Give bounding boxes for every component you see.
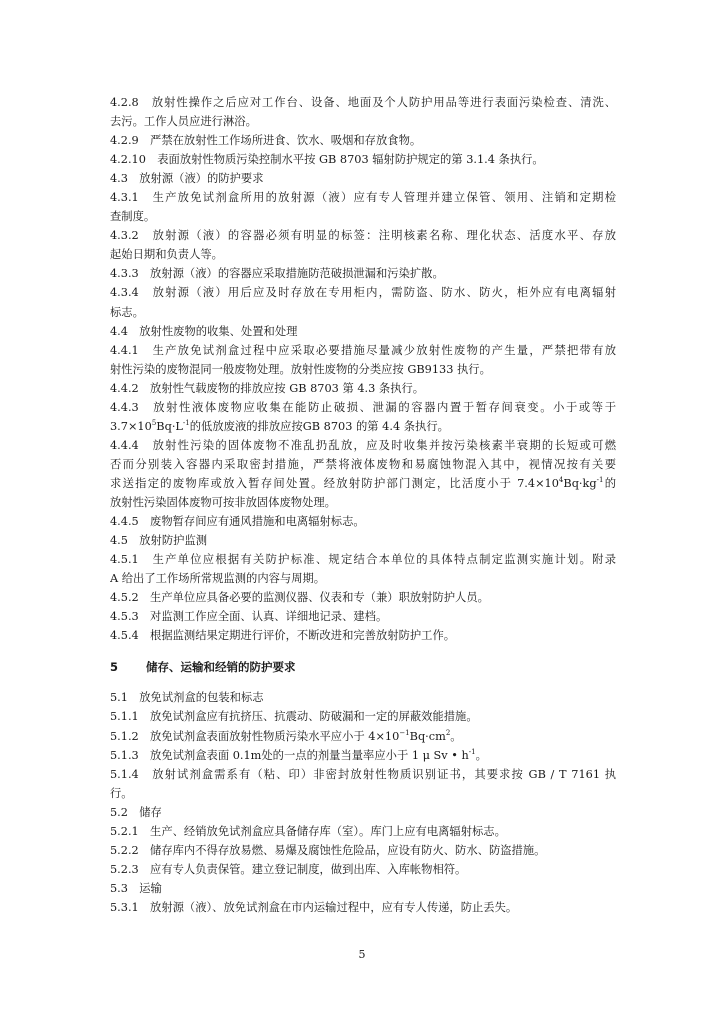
text-line xyxy=(110,474,616,493)
line-text: 4.3.3 放射源（液）的容器应采取措施防范破损泄漏和污染扩散。 xyxy=(110,267,444,281)
line-text: 5.1.3 放免试剂盒表面 0.1m处的一点的剂量当量率应小于 1 μ Sv • h xyxy=(110,748,469,762)
text-line xyxy=(110,707,616,726)
line-text: 的 xyxy=(603,476,616,490)
line-text: 的低放废液的排放应按GB 8703 的第 4.4 条执行。 xyxy=(189,419,449,433)
line-text: 4.5.3 对监测工作应全面、认真、详细地记录、建档。 xyxy=(110,610,388,624)
text-line xyxy=(110,283,616,302)
text-line xyxy=(110,607,616,626)
section-title: 储存、运输和经销的防护要求 xyxy=(146,660,296,675)
line-text: 4.5.1 生产单位应根据有关防护标准、规定结合本单位的具体特点制定监测实施计划。附录 xyxy=(110,553,616,567)
text-line xyxy=(110,169,616,188)
line-text: 5.3.1 放射源（液）、放免试剂盒在市内运输过程中，应有专人传递，防止丢失。 xyxy=(110,900,518,914)
line-text: 5.2 储存 xyxy=(110,805,162,819)
line-text: 5.1.2 放免试剂盒表面放射性物质污染水平应小于 4×10 xyxy=(110,729,400,743)
line-text: 去污。工作人员应进行淋浴。 xyxy=(110,115,257,129)
text-line xyxy=(110,226,616,245)
section-5-text xyxy=(110,688,616,917)
line-text: 标志。 xyxy=(110,305,144,319)
text-line xyxy=(110,879,616,898)
text-line xyxy=(110,341,616,360)
line-text: Bq·cm xyxy=(409,729,446,743)
line-text: 4.4.4 放射性污染的固体废物不准乱扔乱放，应及时收集并按污染核素半衰期的长短或可燃 xyxy=(110,438,616,452)
line-text: 4.3.1 生产放免试剂盒所用的放射源（液）应有专人管理并建立保管、领用、注销和定期检 xyxy=(110,191,616,205)
line-text: 查制度。 xyxy=(110,210,156,224)
document-body xyxy=(110,93,616,917)
text-line xyxy=(110,822,616,841)
line-text: 5.1.4 放射试剂盒需系有（粘、印）非密封放射性物质识别证书，其要求按 GB / T 7161 执 xyxy=(110,767,616,781)
text-line xyxy=(110,131,616,150)
line-text: 求送指定的废物库或放入暂存间处置。经放射防护部门测定，比活度小于 7.4×10 xyxy=(110,476,559,490)
text-line xyxy=(110,746,616,765)
line-text: 4.3.4 放射源（液）用后应及时存放在专用柜内，需防盗、防水、防火，柜外应有电离辐射 xyxy=(110,286,616,300)
text-line xyxy=(110,436,616,455)
text-line xyxy=(110,688,616,707)
text-line xyxy=(110,188,616,207)
section-heading xyxy=(110,658,616,677)
text-line xyxy=(110,245,616,264)
text-line xyxy=(110,455,616,474)
text-line xyxy=(110,112,616,131)
line-text: 5.1 放免试剂盒的包装和标志 xyxy=(110,691,264,705)
section-number: 5 xyxy=(110,660,119,675)
line-text: 4.2.8 放射性操作之后应对工作台、设备、地面及个人防护用品等进行表面污染检查、清洗、 xyxy=(110,96,616,109)
text-line xyxy=(110,727,616,746)
text-line xyxy=(110,803,616,822)
text-line xyxy=(110,207,616,226)
text-line xyxy=(110,379,616,398)
line-text: Bq·kg xyxy=(563,476,597,490)
superscript: 2 xyxy=(445,728,451,737)
line-text: 4.5.2 生产单位应具备必要的监测仪器、仪表和专（兼）职放射防护人员。 xyxy=(110,591,489,605)
superscript: -1 xyxy=(596,475,604,484)
text-line xyxy=(110,550,616,569)
line-text: 4.5.4 根据监测结果定期进行评价，不断改进和完善放射防护工作。 xyxy=(110,629,456,643)
line-text: 5.2.2 储存库内不得存放易燃、易爆及腐蚀性危险品，应设有防火、防水、防盗措施。 xyxy=(110,843,546,857)
line-text: 5.1.1 放免试剂盒应有抗挤压、抗震动、防破漏和一定的屏蔽效能措施。 xyxy=(110,710,478,724)
text-line xyxy=(110,264,616,283)
superscript: -1 xyxy=(182,418,190,427)
line-text: 。 xyxy=(450,729,462,743)
text-line xyxy=(110,360,616,379)
line-text: 4.4.5 废物暂存间应有通风措施和电离辐射标志。 xyxy=(110,515,365,529)
line-text: 4.3.2 放射源（液）的容器必须有明显的标签：注明核素名称、理化状态、活度水平、存放 xyxy=(110,229,616,243)
line-text: 5.2.1 生产、经销放免试剂盒应具备储存库（室）。库门上应有电离辐射标志。 xyxy=(110,824,506,838)
section-4-text xyxy=(110,93,616,645)
superscript: -1 xyxy=(468,747,476,756)
line-text: 4.2.9 严禁在放射性工作场所进食、饮水、吸烟和存放食物。 xyxy=(110,134,422,148)
text-line xyxy=(110,417,616,436)
line-text: 射性污染的废物混同一般废物处理。放射性废物的分类应按 GB9133 执行。 xyxy=(110,362,491,376)
line-text: 。 xyxy=(475,748,487,762)
text-line xyxy=(110,322,616,341)
line-text: 4.4.3 放射性液体废物应收集在能防止破损、泄漏的容器内置于暂存间衰变。小于或等于 xyxy=(110,400,616,414)
line-text: Bq·L xyxy=(156,419,183,433)
text-line xyxy=(110,398,616,417)
text-line xyxy=(110,765,616,784)
line-text: A 给出了工作场所常规监测的内容与周期。 xyxy=(110,572,326,586)
line-text: 4.2.10 表面放射性物质污染控制水平按 GB 8703 辐射防护规定的第 3.1.4 条执行。 xyxy=(110,153,544,167)
superscript: 5 xyxy=(151,418,157,427)
line-text: 4.3 放射源（液）的防护要求 xyxy=(110,172,264,186)
text-line xyxy=(110,860,616,879)
line-text: 5.3 运输 xyxy=(110,881,162,895)
line-text: 5.2.3 应有专人负责保管。建立登记制度，做到出库、入库帐物相符。 xyxy=(110,862,467,876)
line-text: 4.5 放射防护监测 xyxy=(110,534,208,548)
line-text: 4.4 放射性废物的收集、处置和处理 xyxy=(110,324,298,338)
text-line xyxy=(110,898,616,917)
text-line xyxy=(110,569,616,588)
line-text: 4.4.1 生产放免试剂盒过程中应采取必要措施尽量减少放射性废物的产生量，严禁把带有放 xyxy=(110,343,616,357)
text-line xyxy=(110,512,616,531)
superscript: −1 xyxy=(399,728,410,737)
text-line xyxy=(110,841,616,860)
text-line xyxy=(110,626,616,645)
line-text: 4.4.2 放射性气载废物的排放应按 GB 8703 第 4.3 条执行。 xyxy=(110,381,425,395)
superscript: 4 xyxy=(558,475,564,484)
text-line xyxy=(110,588,616,607)
line-text: 放射性污染固体废物可按非放固体废物处理。 xyxy=(110,495,336,509)
line-text: 否而分别装入容器内采取密封措施，严禁将液体废物和易腐蚀物混入其中，视情况按有关要 xyxy=(110,457,616,471)
text-line xyxy=(110,150,616,169)
page-number: 5 xyxy=(358,948,366,961)
line-text: 起始日期和负责人等。 xyxy=(110,248,223,262)
text-line xyxy=(110,493,616,512)
text-line xyxy=(110,303,616,322)
line-text: 3.7×10 xyxy=(110,419,152,433)
text-line xyxy=(110,93,616,112)
text-line xyxy=(110,784,616,803)
line-text: 行。 xyxy=(110,786,133,800)
text-line xyxy=(110,531,616,550)
